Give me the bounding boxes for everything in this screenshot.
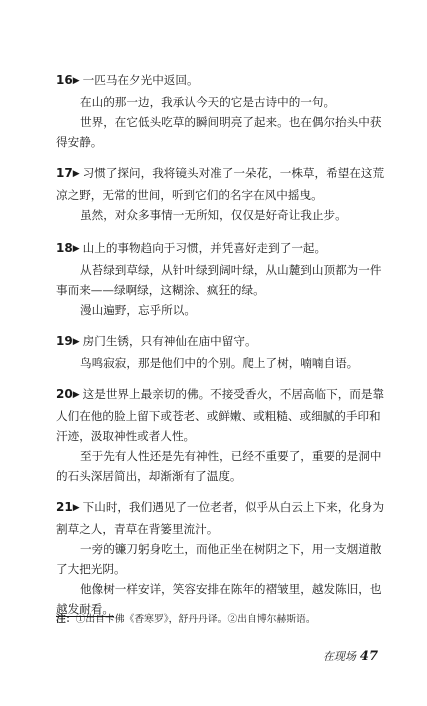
entry-line: 凉之野，无常的世间，听到它们的名字在风中摇曳。	[56, 188, 323, 202]
entry-line: 事而来——绿啊绿，这糊涂、疯狂的绿。	[56, 283, 265, 297]
triangle-marker-icon: ▶	[72, 169, 80, 179]
entry-number: 17	[56, 166, 73, 180]
page-footer	[323, 648, 378, 664]
entry-line: 得安静。	[56, 135, 103, 149]
triangle-marker-icon: ▶	[72, 390, 80, 400]
entry-line: 从苔绿到草绿，从针叶绿到阔叶绿，从山麓到山顶都为一件	[80, 263, 382, 277]
entry-line: 漫山遍野，忘乎所以。	[80, 303, 196, 317]
entry-line: 至于先有人性还是先有神性，已经不重要了，重要的是洞中	[80, 449, 382, 463]
entry-line: 越发耐看。	[56, 602, 114, 616]
entry-line: 在山的那一边，我承认今天的它是古诗中的一句。	[80, 95, 336, 109]
section-name: 在现场	[322, 650, 356, 663]
footnote-label: 注：	[56, 614, 76, 625]
entry-line: 鸟鸣寂寂，那是他们中的个别。爬上了树，喃喃自语。	[80, 356, 359, 370]
entry-19	[56, 331, 386, 373]
entry-line: 了大把光阴。	[56, 562, 126, 576]
entry-line: 18▶ 山上的事物趋向于习惯，并凭喜好走到了一起。	[56, 241, 327, 255]
triangle-marker-icon: ▶	[72, 76, 80, 86]
entry-line: 16▶ 一匹马在夕光中返回。	[56, 73, 199, 87]
entry-line: 虽然，对众多事情一无所知，仅仅是好奇让我止步。	[80, 208, 347, 222]
entry-line: 他像树一样安详，笑容安排在陈年的褶皱里，越发陈旧，也	[80, 582, 382, 596]
entry-number: 19	[56, 334, 73, 348]
entry-line: 人们在他的脸上留下或苍老、或鲜嫩、或粗糙、或细腻的手印和	[56, 409, 381, 423]
entry-number: 21	[56, 500, 73, 514]
entry-17	[56, 163, 386, 225]
triangle-marker-icon: ▶	[72, 337, 80, 347]
entry-number: 18	[56, 241, 73, 255]
entry-20	[56, 384, 386, 486]
entry-line: 20▶ 这是世界上最亲切的佛。不接受香火，不居高临下，而是靠	[56, 387, 385, 401]
entry-number: 16	[56, 73, 73, 87]
entry-line: 世界，在它低头吃草的瞬间明亮了起来。也在偶尔抬头中获	[80, 115, 382, 129]
entry-21	[56, 497, 386, 619]
footnote	[56, 613, 386, 627]
entry-line: 17▶ 习惯了探问，我将镜头对准了一朵花，一株草，希望在这荒	[56, 166, 385, 180]
entry-line: 21▶ 下山时，我们遇见了一位老者，似乎从白云上下来，化身为	[56, 500, 385, 514]
entry-number: 20	[56, 387, 73, 401]
entry-16	[56, 70, 386, 152]
entry-line: 割草之人，青草在背篓里流汁。	[56, 522, 219, 536]
triangle-marker-icon: ▶	[72, 503, 80, 513]
entry-line: 汗迹，汲取神性或者人性。	[56, 429, 196, 443]
footnote-text: ①出自卡佛《香寒罗》，舒丹丹译。②出自博尔赫斯语。	[75, 614, 316, 625]
page-number: 47	[359, 649, 378, 664]
entry-18	[56, 238, 386, 320]
entry-line: 的石头深居简出，却渐渐有了温度。	[56, 469, 242, 483]
entry-line: 一旁的镰刀躬身吃土，而他正坐在树阴之下，用一支烟道散	[80, 542, 382, 556]
entry-line: 19▶ 房门生锈，只有神仙在庙中留守。	[56, 334, 257, 348]
triangle-marker-icon: ▶	[72, 244, 80, 254]
